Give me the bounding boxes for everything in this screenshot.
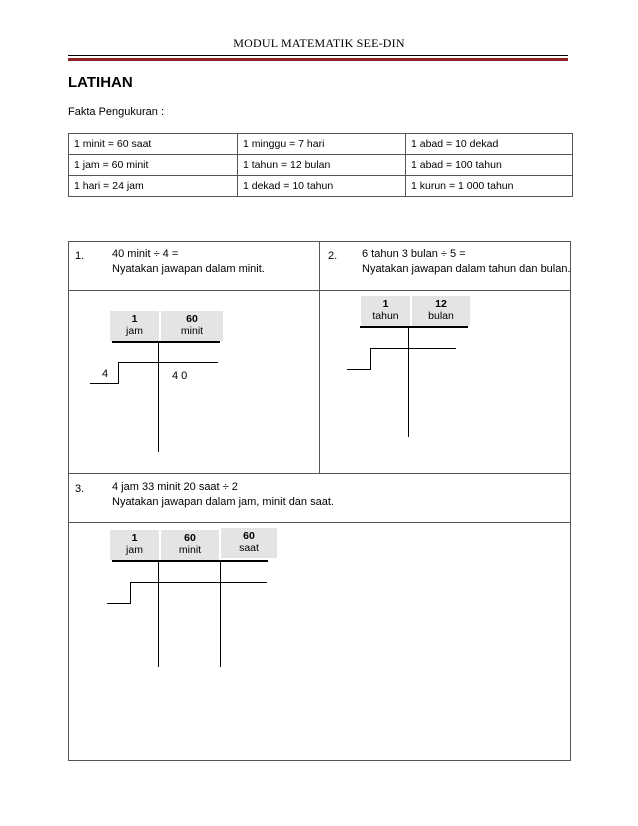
division-top-line: [118, 362, 218, 363]
division-vertical-line: [158, 342, 159, 452]
question-1-number: 1.: [75, 250, 85, 262]
conversion-value: 1: [131, 532, 138, 544]
table-cell: 1 tahun = 12 bulan: [238, 155, 406, 176]
conversion-unit: minit: [178, 544, 202, 556]
division-vertical-line: [220, 561, 221, 667]
header-underline: [112, 341, 220, 343]
question-1-line-1: 40 minit ÷ 4 =: [112, 248, 179, 260]
section-title: LATIHAN: [68, 74, 133, 91]
division-bracket-line: [370, 348, 371, 370]
dividend-value: 4 0: [172, 370, 188, 382]
division-vertical-line: [408, 327, 409, 437]
question-2-text: [362, 247, 571, 277]
division-bracket-base: [107, 603, 131, 604]
division-bracket-base: [347, 369, 371, 370]
measurement-facts-table: [68, 133, 573, 197]
conversion-unit: tahun: [372, 310, 399, 322]
table-cell: 1 dekad = 10 tahun: [238, 176, 406, 197]
table-cell: 1 abad = 10 dekad: [406, 134, 573, 155]
question-3-line-1: 4 jam 33 minit 20 saat ÷ 2: [112, 481, 238, 493]
document-header-title: MODUL MATEMATIK SEE-DIN: [233, 36, 405, 50]
division-bracket-base: [90, 383, 119, 384]
header-divider-thin: [68, 55, 568, 56]
conversion-value: 12: [435, 298, 447, 310]
conversion-header-saat: [221, 528, 277, 558]
table-cell: 1 kurun = 1 000 tahun: [406, 176, 573, 197]
division-bracket-line: [130, 582, 131, 604]
question-2-line-2: Nyatakan jawapan dalam tahun dan bulan.: [362, 263, 571, 275]
question-3-number: 3.: [75, 483, 85, 495]
header-underline: [112, 560, 268, 562]
facts-label: Fakta Pengukuran :: [68, 106, 165, 118]
table-cell: 1 jam = 60 minit: [69, 155, 238, 176]
conversion-value: 1: [131, 313, 138, 325]
conversion-value: 1: [382, 298, 389, 310]
conversion-header-tahun: [361, 296, 410, 326]
question-1-text: [112, 247, 265, 277]
table-row: [69, 176, 573, 197]
conversion-unit: jam: [126, 325, 143, 337]
table-cell: 1 minggu = 7 hari: [238, 134, 406, 155]
table-row: [69, 134, 573, 155]
conversion-header-jam: [110, 530, 159, 560]
conversion-header-minit: [161, 530, 219, 560]
division-vertical-line: [158, 561, 159, 667]
row-divider: [68, 473, 571, 474]
table-cell: 1 hari = 24 jam: [69, 176, 238, 197]
conversion-unit: minit: [180, 325, 204, 337]
table-cell: 1 minit = 60 saat: [69, 134, 238, 155]
question-3-line-2: Nyatakan jawapan dalam jam, minit dan saat.: [112, 496, 334, 508]
conversion-value: 60: [243, 530, 255, 542]
conversion-value: 60: [186, 313, 198, 325]
row-divider: [68, 522, 571, 523]
conversion-unit: jam: [126, 544, 143, 556]
conversion-header-minit: [161, 311, 223, 341]
conversion-unit: saat: [239, 542, 259, 554]
conversion-header-bulan: [412, 296, 470, 326]
question-3-text: [112, 480, 334, 510]
conversion-value: 60: [184, 532, 196, 544]
header-divider-thick: [68, 58, 568, 61]
question-2-line-1: 6 tahun 3 bulan ÷ 5 =: [362, 248, 466, 260]
divisor-value: 4: [102, 368, 109, 380]
division-bracket-line: [118, 362, 119, 384]
column-divider: [319, 241, 320, 473]
question-1-line-2: Nyatakan jawapan dalam minit.: [112, 263, 265, 275]
header-underline: [360, 326, 468, 328]
conversion-header-jam: [110, 311, 159, 341]
division-top-line: [370, 348, 456, 349]
division-top-line: [130, 582, 267, 583]
question-2-number: 2.: [328, 250, 338, 262]
conversion-unit: bulan: [428, 310, 454, 322]
table-row: [69, 155, 573, 176]
table-cell: 1 abad = 100 tahun: [406, 155, 573, 176]
